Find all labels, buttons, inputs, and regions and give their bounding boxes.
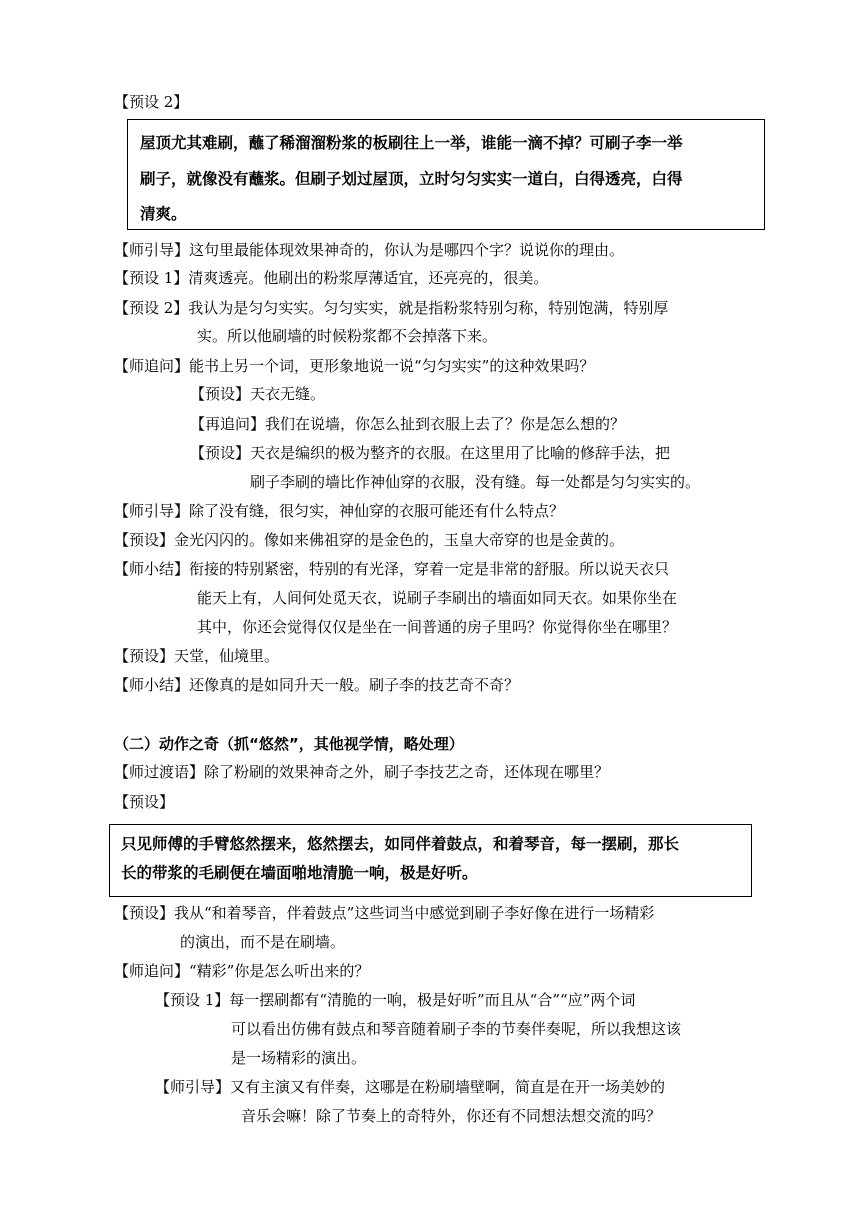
section-heading: （二）动作之奇（抓“悠然”，其他视学情，略处理） (114, 735, 464, 753)
teacher-follow-up: 【师追问】能书上另一个词，更形象地说一说“匀匀实实”的这种效果吗？ (114, 357, 595, 375)
quote-line: 长的带浆的毛刷便在墙面啪地清脆一响，极是好听。 (121, 864, 478, 882)
preset: 【预设】 (114, 793, 175, 811)
preset-2-heading: 【预设 2】 (114, 93, 189, 111)
preset-1-cont: 是一场精彩的演出。 (231, 1049, 367, 1067)
preset-1: 【预设 1】清爽透亮。他刷出的粉浆厚薄适宜，还亮亮的，很美。 (114, 269, 549, 287)
preset: 【预设】天堂，仙境里。 (114, 647, 280, 665)
teacher-guide: 【师引导】除了没有缝，很匀实，神仙穿的衣服可能还有什么特点？ (114, 502, 565, 520)
teacher-follow-up: 【师追问】“精彩”你是怎么听出来的？ (114, 962, 370, 980)
preset-1: 【预设 1】每一摆刷都有“清脆的一响，极是好听”而且从“合”“应”两个词 (155, 991, 636, 1009)
teacher-transition: 【师过渡语】除了粉刷的效果神奇之外，刷子李技艺之奇，还体现在哪里？ (114, 763, 610, 781)
teacher-summary: 【师小结】还像真的是如同升天一般。刷子李的技艺奇不奇？ (114, 676, 520, 694)
teacher-summary: 【师小结】衔接的特别紧密，特别的有光泽，穿着一定是非常的舒服。所以说天衣只 (114, 560, 670, 578)
teacher-guide-cont: 音乐会嘛！除了节奏上的奇特外，你还有不同想法想交流的吗？ (241, 1107, 662, 1125)
preset: 【预设】我从“和着琴音，伴着鼓点”这些词当中感觉到刷子李好像在进行一场精彩 (114, 904, 655, 922)
quote-box-roof (127, 119, 765, 230)
preset: 【预设】天衣是编织的极为整齐的衣服。在这里用了比喻的修辞手法，把 (190, 444, 671, 462)
preset-cont: 的演出，而不是在刷墙。 (180, 933, 346, 951)
preset-2-cont: 实。所以他刷墙的时候粉浆都不会掉落下来。 (197, 327, 498, 345)
preset: 【预设】金光闪闪的。像如来佛祖穿的是金色的，玉皇大帝穿的也是金黄的。 (114, 531, 625, 549)
quote-line: 屋顶尤其难刷，蘸了稀溜溜粉浆的板刷往上一举，谁能一滴不掉？可刷子李一举 (140, 134, 683, 152)
quote-line: 刷子，就像没有蘸浆。但刷子划过屋顶，立时匀匀实实一道白，白得透亮，白得 (140, 170, 683, 188)
preset-2: 【预设 2】我认为是匀匀实实。匀匀实实，就是指粉浆特别匀称，特别饱满，特别厚 (114, 299, 669, 317)
teacher-summary-cont: 其中，你还会觉得仅仅是坐在一间普通的房子里吗？你觉得你坐在哪里？ (197, 618, 678, 636)
teacher-guide: 【师引导】又有主演又有伴奏，这哪是在粉刷墙壁啊，简直是在开一场美妙的 (155, 1078, 666, 1096)
follow-up-again: 【再追问】我们在说墙，你怎么扯到衣服上去了？你是怎么想的？ (190, 415, 626, 433)
quote-box-brush (109, 824, 752, 897)
preset: 【预设】天衣无缝。 (190, 385, 326, 403)
teacher-guide: 【师引导】这句里最能体现效果神奇的，你认为是哪四个字？说说你的理由。 (114, 241, 625, 259)
quote-line: 只见师傅的手臂悠然摆来，悠然摆去，如同伴着鼓点，和着琴音，每一摆刷，那长 (121, 835, 680, 853)
quote-line: 清爽。 (140, 205, 187, 223)
teacher-summary-cont: 能天上有，人间何处觅天衣，说刷子李刷出的墙面如同天衣。如果你坐在 (197, 589, 678, 607)
preset-cont: 刷子李刷的墙比作神仙穿的衣服，没有缝。每一处都是匀匀实实的。 (250, 473, 701, 491)
preset-1-cont: 可以看出仿佛有鼓点和琴音随着刷子李的节奏伴奏呢，所以我想这该 (231, 1020, 682, 1038)
